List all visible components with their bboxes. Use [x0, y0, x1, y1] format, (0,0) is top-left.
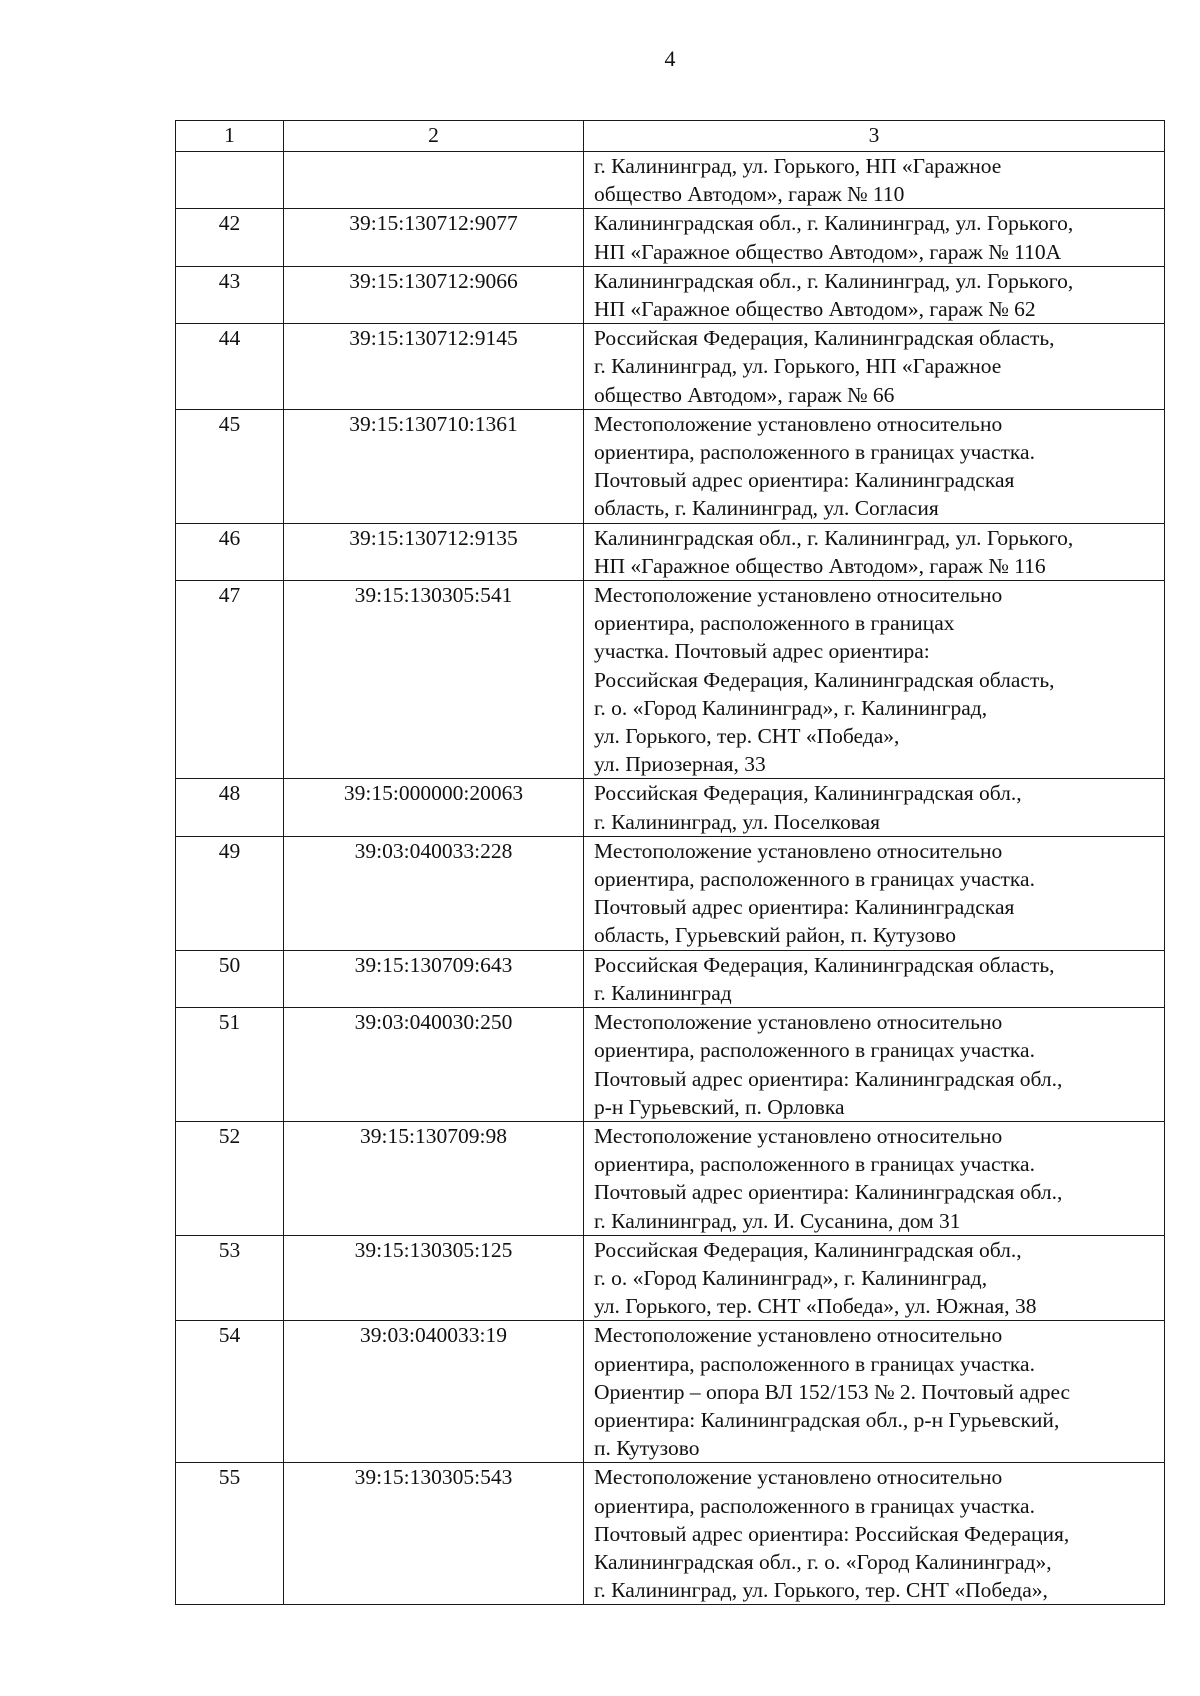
table-row — [176, 1463, 1165, 1605]
address-line: Почтовый адрес ориентира: Калининградская — [594, 468, 1015, 493]
address-line: НП «Гаражное общество Автодом», гараж № 116 — [594, 553, 1046, 578]
address-line: Почтовый адрес ориентира: Калининградская — [594, 895, 1015, 920]
row-number — [176, 152, 284, 209]
table-row — [176, 1121, 1165, 1235]
address-line: ориентира, расположенного в границах участка. — [594, 867, 1035, 892]
cadastral-number: 39:15:130712:9077 — [284, 209, 584, 266]
address-line: г. Калининград, ул. Горького, НП «Гаражное — [594, 354, 1002, 379]
row-number: 48 — [176, 779, 284, 836]
column-header-number: 1 — [176, 121, 284, 152]
table-row — [176, 324, 1165, 410]
address-line: Местоположение установлено относительно — [594, 1465, 1003, 1490]
cadastral-number: 39:03:040030:250 — [284, 1008, 584, 1122]
address-line: г. Калининград, ул. Поселковая — [594, 809, 881, 834]
cadastral-number: 39:15:130712:9135 — [284, 523, 584, 580]
row-number: 50 — [176, 950, 284, 1007]
row-number: 42 — [176, 209, 284, 266]
cadastral-number: 39:03:040033:19 — [284, 1321, 584, 1463]
address-line: Российская Федерация, Калининградская обл., — [594, 1237, 1022, 1262]
address-cell — [584, 1008, 1165, 1122]
cadastral-number: 39:15:130712:9145 — [284, 324, 584, 410]
address-line: Местоположение установлено относительно — [594, 1010, 1003, 1035]
cadastral-number: 39:15:130305:125 — [284, 1235, 584, 1321]
address-line: область, г. Калининград, ул. Согласия — [594, 496, 939, 521]
cadastral-number: 39:15:130709:643 — [284, 950, 584, 1007]
address-line: участка. Почтовый адрес ориентира: — [594, 639, 930, 664]
table-row — [176, 266, 1165, 323]
address-line: общество Автодом», гараж № 110 — [594, 182, 905, 207]
address-line: ориентира: Калининградская обл., р-н Гурьевский, — [594, 1407, 1060, 1432]
address-cell — [584, 152, 1165, 209]
table-header-row — [176, 121, 1165, 152]
address-line: Калининградская обл., г. Калининград, ул. Горького, — [594, 525, 1074, 550]
table-body — [176, 121, 1165, 1605]
address-line: ориентира, расположенного в границах участка. — [594, 440, 1035, 465]
table-row — [176, 581, 1165, 779]
address-line: Российская Федерация, Калининградская область, — [594, 326, 1055, 351]
address-cell — [584, 324, 1165, 410]
address-cell — [584, 950, 1165, 1007]
row-number: 43 — [176, 266, 284, 323]
address-cell — [584, 836, 1165, 950]
row-number: 53 — [176, 1235, 284, 1321]
address-line: Российская Федерация, Калининградская область, — [594, 667, 1055, 692]
address-line: г. Калининград, ул. Горького, НП «Гаражное — [594, 154, 1002, 178]
address-line: г. о. «Город Калининград», г. Калининград, — [594, 1265, 988, 1290]
row-number: 51 — [176, 1008, 284, 1122]
address-line: Калининградская обл., г. о. «Город Калининград», — [594, 1549, 1052, 1574]
cadastral-number: 39:15:130305:541 — [284, 581, 584, 779]
row-number: 44 — [176, 324, 284, 410]
address-line: г. Калининград — [594, 980, 732, 1005]
address-line: г. о. «Город Калининград», г. Калининград, — [594, 695, 988, 720]
address-line: общество Автодом», гараж № 66 — [594, 382, 895, 407]
address-line: ориентира, расположенного в границах участка. — [594, 1038, 1035, 1063]
address-line: НП «Гаражное общество Автодом», гараж № 110А — [594, 239, 1062, 264]
address-line: г. Калининград, ул. Горького, тер. СНТ «Победа», — [594, 1578, 1048, 1603]
address-cell — [584, 779, 1165, 836]
row-number: 49 — [176, 836, 284, 950]
address-cell — [584, 209, 1165, 266]
address-line: п. Кутузово — [594, 1436, 700, 1461]
address-line: г. Калининград, ул. И. Сусанина, дом 31 — [594, 1208, 961, 1233]
address-line: р-н Гурьевский, п. Орловка — [594, 1094, 845, 1119]
address-line: Местоположение установлено относительно — [594, 838, 1003, 863]
address-line: ул. Горького, тер. СНТ «Победа», ул. Южная, 38 — [594, 1294, 1037, 1319]
address-cell — [584, 581, 1165, 779]
address-cell — [584, 523, 1165, 580]
land-plots-table — [175, 120, 1165, 1605]
address-line: Местоположение установлено относительно — [594, 583, 1003, 608]
row-number: 54 — [176, 1321, 284, 1463]
address-line: Местоположение установлено относительно — [594, 1123, 1003, 1148]
column-header-address: 3 — [584, 121, 1165, 152]
address-cell — [584, 1235, 1165, 1321]
address-cell — [584, 266, 1165, 323]
address-line: ул. Горького, тер. СНТ «Победа», — [594, 724, 900, 749]
cadastral-number: 39:15:130709:98 — [284, 1121, 584, 1235]
table-row — [176, 950, 1165, 1007]
table-row — [176, 1321, 1165, 1463]
row-number: 46 — [176, 523, 284, 580]
table-row — [176, 152, 1165, 209]
address-cell — [584, 1321, 1165, 1463]
column-header-cadastral: 2 — [284, 121, 584, 152]
cadastral-number: 39:15:130305:543 — [284, 1463, 584, 1605]
row-number: 55 — [176, 1463, 284, 1605]
table-row — [176, 523, 1165, 580]
table-row — [176, 836, 1165, 950]
table-row — [176, 409, 1165, 523]
cadastral-number: 39:15:000000:20063 — [284, 779, 584, 836]
page-number: 4 — [664, 46, 676, 71]
address-line: Местоположение установлено относительно — [594, 1323, 1003, 1348]
address-cell — [584, 1121, 1165, 1235]
address-line: ориентира, расположенного в границах участка. — [594, 1493, 1035, 1518]
cadastral-number: 39:15:130712:9066 — [284, 266, 584, 323]
cadastral-number: 39:03:040033:228 — [284, 836, 584, 950]
address-line: Калининградская обл., г. Калининград, ул. Горького, — [594, 268, 1074, 293]
address-line: Почтовый адрес ориентира: Калининградская обл., — [594, 1066, 1063, 1091]
address-line: ул. Приозерная, 33 — [594, 752, 766, 777]
cadastral-number — [284, 152, 584, 209]
address-line: Российская Федерация, Калининградская обл., — [594, 781, 1022, 806]
table-row — [176, 1008, 1165, 1122]
address-cell — [584, 409, 1165, 523]
address-line: Калининградская обл., г. Калининград, ул. Горького, — [594, 211, 1074, 236]
cadastral-number: 39:15:130710:1361 — [284, 409, 584, 523]
table-row — [176, 209, 1165, 266]
address-line: Местоположение установлено относительно — [594, 411, 1003, 436]
address-line: НП «Гаражное общество Автодом», гараж № 62 — [594, 297, 1036, 322]
address-line: Ориентир – опора ВЛ 152/153 № 2. Почтовый адрес — [594, 1379, 1071, 1404]
address-line: ориентира, расположенного в границах участка. — [594, 1152, 1035, 1177]
row-number: 52 — [176, 1121, 284, 1235]
address-line: ориентира, расположенного в границах участка. — [594, 1351, 1035, 1376]
table-row — [176, 779, 1165, 836]
row-number: 45 — [176, 409, 284, 523]
table-row — [176, 1235, 1165, 1321]
address-line: область, Гурьевский район, п. Кутузово — [594, 923, 957, 948]
address-line: Почтовый адрес ориентира: Российская Федерация, — [594, 1521, 1070, 1546]
row-number: 47 — [176, 581, 284, 779]
address-line: ориентира, расположенного в границах — [594, 611, 955, 636]
address-cell — [584, 1463, 1165, 1605]
address-line: Российская Федерация, Калининградская область, — [594, 952, 1055, 977]
address-line: Почтовый адрес ориентира: Калининградская обл., — [594, 1180, 1063, 1205]
